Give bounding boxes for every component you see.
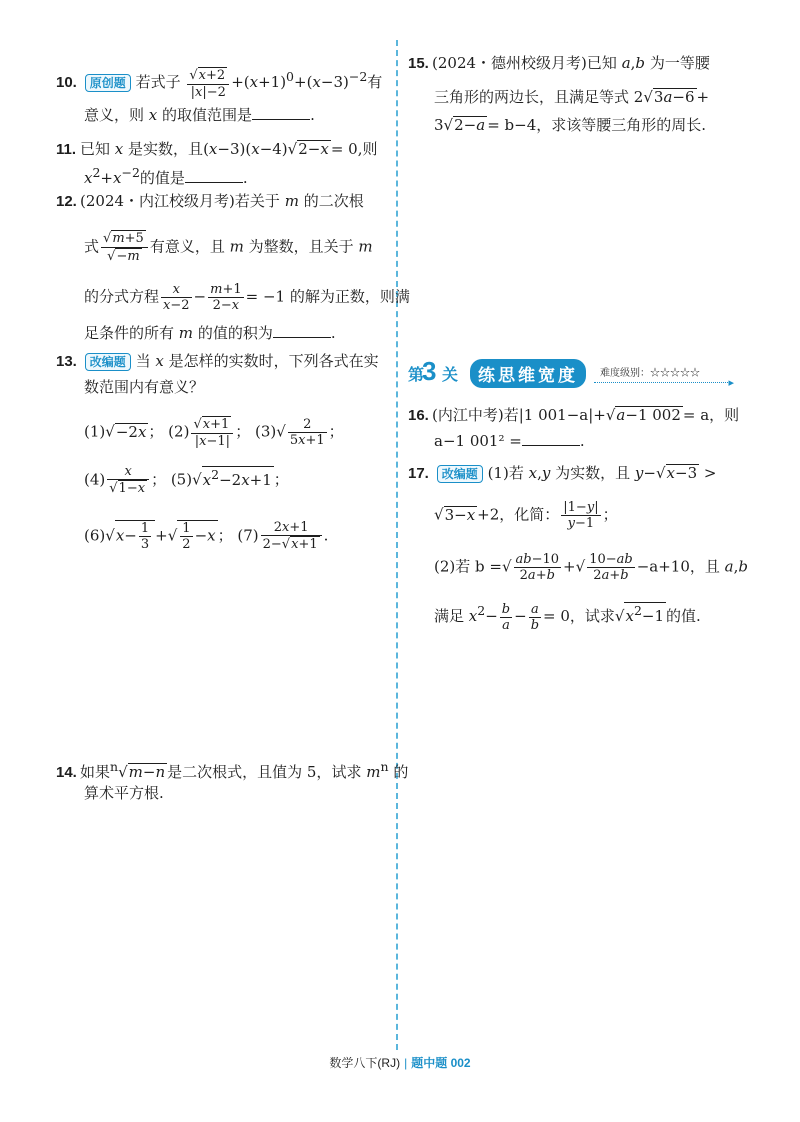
tag-original: 原创题	[85, 74, 131, 92]
question-11-line2: $x^2+x^{-2}$的值是 .	[84, 165, 248, 187]
question-17-line4: 满足 $x^2-$ $\frac{b}{a}$ − $\frac{a}{b}$ = 0，试求$√x^2-1$ 的值.	[434, 601, 701, 633]
question-14: 14. 如果$^n$√m−n 是二次根式，且值为 5，试求 $m^n$ 的	[56, 759, 409, 781]
question-11: 11. 已知 x 是实数，且(x−3)(x−4)√2−x = 0,则	[56, 140, 378, 158]
question-12-line4: 足条件的所有 m 的值的积为 .	[84, 324, 336, 342]
question-10-line2: 意义，则 x 的取值范围是 .	[84, 106, 315, 124]
answer-blank[interactable]	[185, 168, 243, 183]
question-13-items-6-7: (6)√x− $\frac{1}{3}$ +√ $\frac{1}{2}$ −x ； (7) $\frac{2x+1}{2-√x+1}$ .	[84, 520, 329, 552]
book-title: 数学八下(RJ)	[329, 1056, 401, 1070]
answer-blank[interactable]	[273, 323, 331, 338]
question-13: 13. 改编题 当 x 是怎样的实数时，下列各式在实	[56, 352, 379, 370]
question-17: 17. 改编题 (1)若 x,y 为实数，且 y−√x−3 >	[408, 464, 717, 482]
question-15: 15. (2024・德州校级月考)已知 a,b 为一等腰	[408, 54, 710, 72]
question-17-line2: √3−x +2，化简： $\frac{|1-y|}{y-1}$ ；	[434, 500, 618, 531]
question-16: 16. (内江中考)若|1 001−a|+√a−1 002 = a，则	[408, 406, 740, 424]
question-13-items-4-5: (4) $\frac{x}{√1-x}$ ； $(5)√x^2-2x+1$ ；	[84, 464, 289, 496]
section-number: 3	[422, 356, 437, 386]
arrow-icon: ▸	[728, 376, 734, 389]
question-12: 12. (2024・内江校级月考)若关于 m 的二次根	[56, 192, 364, 210]
question-16-line2: a−1 001² = .	[434, 432, 585, 450]
section-title: 练思维宽度	[470, 359, 586, 388]
question-13-line2: 数范围内有意义？	[84, 378, 205, 396]
column-divider	[396, 40, 398, 1050]
answer-blank[interactable]	[252, 105, 310, 120]
question-10: 10. 原创题 若式子 $\frac{√x+2}{|x|-2}$ $+(x+1)^0+(x-3)^{-2}$有	[56, 67, 383, 100]
difficulty-rating: 难度级别：☆☆☆☆☆	[600, 368, 700, 379]
page-number: 002	[450, 1056, 471, 1070]
page-footer: 数学八下(RJ) | 题中题 002	[329, 1056, 471, 1070]
question-15-line2: 三角形的两边长，且满足等式 2√3a−6 +	[434, 88, 710, 106]
tag-adapted: 改编题	[437, 465, 483, 483]
question-12-line2: 式 $\frac{√m+5}{√-m}$ 有意义，且 m 为整数，且关于 m	[84, 231, 373, 264]
brand-name: 题中题	[411, 1056, 448, 1070]
question-15-line3: 3√2−a = b−4，求该等腰三角形的周长.	[434, 116, 707, 134]
question-17-line3: (2)若 b =√ $\frac{ab-10}{2a+b}$ +√ $\frac{10-ab}{2a+b}$ −a+10，且 a,b	[434, 552, 748, 583]
question-14-line2: 算术平方根.	[84, 784, 164, 802]
tag-adapted: 改编题	[85, 353, 131, 371]
section-3-header: 第 3 关 练思维宽度 难度级别：☆☆☆☆☆ ▸	[408, 356, 734, 389]
answer-blank[interactable]	[522, 431, 580, 446]
dotted-line	[594, 382, 730, 383]
question-13-items-1-3: (1)√−2x ； (2) $\frac{√x+1}{|x-1|}$ ； (3)√ $\frac{2}{5x+1}$ ；	[84, 417, 344, 449]
question-12-line3: 的分式方程 $\frac{x}{x-2}$ − $\frac{m+1}{2-x}$ = −1 的解为正数，则满	[84, 282, 410, 313]
q10-fraction: $\frac{√x+2}{|x|-2}$	[187, 67, 229, 100]
